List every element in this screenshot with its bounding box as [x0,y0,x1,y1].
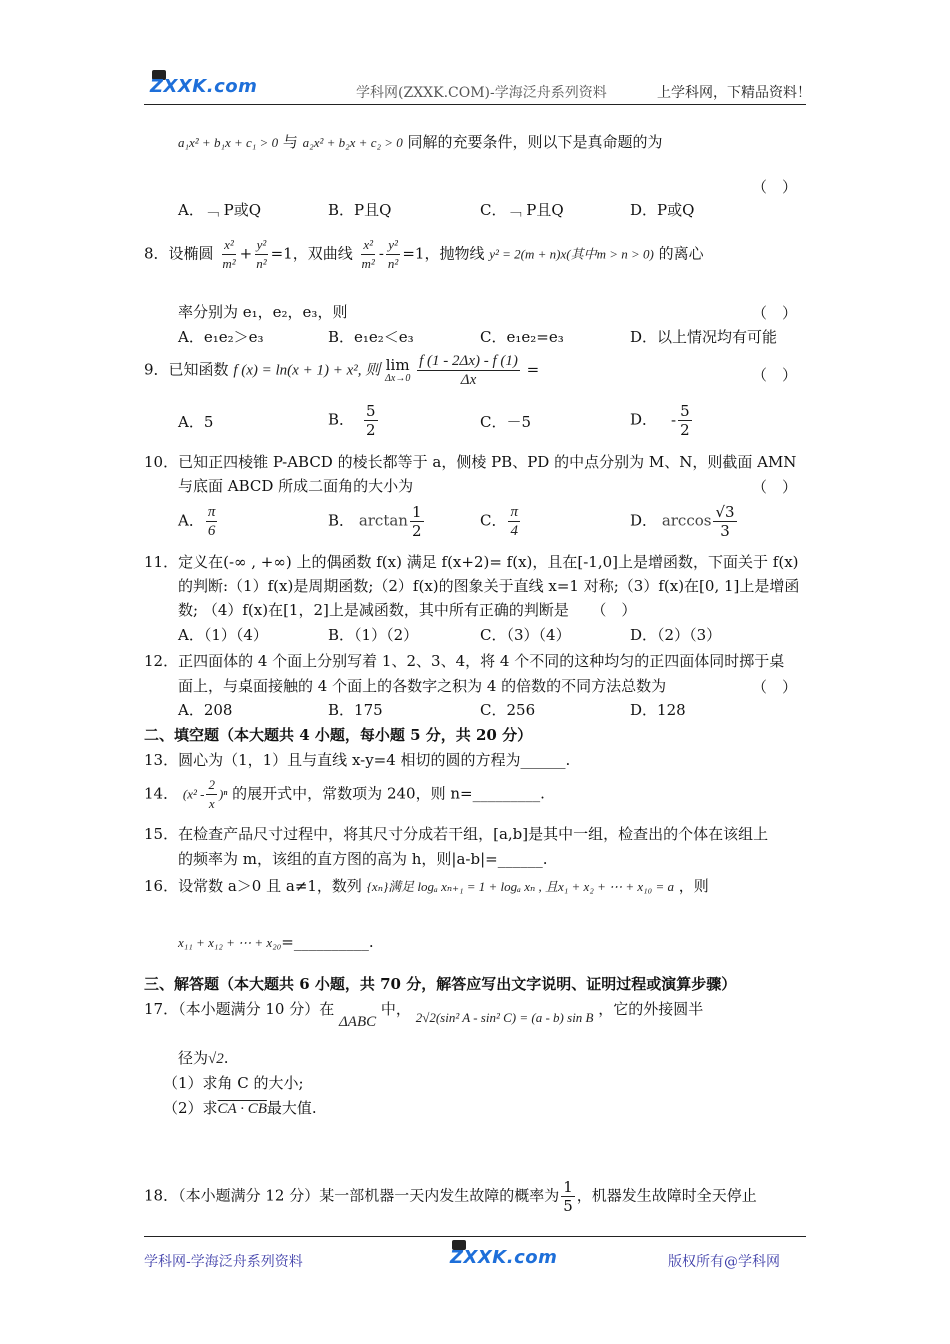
q9-option-a: A．5 [178,413,214,431]
q13-text: 13．圆心为（1，1）且与直线 x-y=4 相切的圆的方程为______. [144,751,571,769]
footer-right: 版权所有@学科网 [668,1254,780,1270]
q10-option-d: D． arccos $\frac{√3}{3}$ [630,503,735,540]
q8-line1: 8．设椭圆 $\frac{\text{x²}}{\text{m²}}$ + $\frac{\text{y²}}{\text{n²}}$ =1，双曲线 $\frac{\text{x²}}{\text{m²}}$ - $\frac{\text{y²}}{\text{n²}}$ =1，抛物线 y² = 2(m + n)x(其中m > n > 0) 的离心 [144,237,704,271]
q15-line1: 15．在检查产品尺寸过程中，将其尺寸分成若干组，[a,b]是其中一组，检查出的个体在该组上 [144,825,769,843]
q7-line1: a₁x² + b₁x + c₁ > 0 与 a₂x² + b₂x + c₂ > 0 同解的充要条件，则以下是真命题的为 [178,133,663,151]
q10-option-b: B． arctan $\frac{1}{2}$ [328,503,422,540]
q9-option-c: C．－5 [480,413,532,431]
q8-line2: 率分别为 e₁，e₂，e₃，则 [178,303,348,321]
q12-option-b: B．175 [328,701,383,719]
q18-line1: 18．（本小题满分 12 分）某一部机器一天内发生故障的概率为 $\frac{1}{5}$ ，机器发生故障时全天停止 [144,1178,757,1215]
q15-line2: 的频率为 m，该组的直方图的高为 h，则|a-b|=______. [178,850,548,868]
q12-option-c: C．256 [480,701,536,719]
q16-line2: x₁₁ + x₁₂ + ⋯ + x₂₀=__________. [178,933,374,951]
q9-line1: 9．已知函数 f (x) = ln(x + 1) + x², 则 lim Δx→0 $\frac{f (1 - 2\Delta x) - f (1)}{\Delta x}$ = [144,353,540,388]
footer-logo: ZXXK.com [450,1247,558,1268]
q17-line2: 径为√2. [178,1049,229,1067]
q8-option-a: A．e₁e₂＞e₃ [178,328,264,346]
q11-line1: 11．定义在(-∞ , +∞) 上的偶函数 f(x) 满足 f(x+2)= f(x)，且在[-1,0]上是增函数，下面关于 f(x) [144,553,799,571]
q17-line1: 17．（本小题满分 10 分）在 ΔABC 中， 2√2(sin² A - sin² C) = (a - b) sin B ，它的外接圆半 [144,1000,704,1030]
header-center-title: 学科网(ZXXK.COM)-学海泛舟系列资料 [356,85,607,101]
section-solve-heading: 三、解答题（本大题共 6 小题，共 70 分，解答应写出文字说明、证明过程或演算步骤） [144,975,737,993]
q11-line3: 数; （4）f(x)在[1，2]上是减函数，其中所有正确的判断是 （ ） [178,601,637,619]
q9-option-b: B． $\frac{5}{2}$ [328,402,376,439]
q14-text: 14． (x² - $\frac{2}{x}$ )ⁿ 的展开式中，常数项为 240，则 n=_________. [144,777,545,811]
q7-answer-paren: （ ） [752,178,798,196]
q11-option-c: C．（3）（4） [480,626,571,644]
q12-answer-paren: （ ） [752,678,798,696]
q10-line2: 与底面 ABCD 所成二面角的大小为 [178,477,414,495]
q8-hyper-term2: $\frac{\text{y²}}{\text{n²}}$ [387,237,399,271]
q10-answer-paren: （ ） [752,478,798,496]
q17-part2: （2）求CA · CB最大值. [163,1099,317,1117]
q12-line2: 面上，与桌面接触的 4 个面上的各数字之积为 4 的倍数的不同方法总数为 [178,677,667,695]
q7-option-d: D．P或Q [630,201,695,219]
q8-answer-paren: （ ） [752,304,798,322]
q8-ellipse-term2: $\frac{\text{y²}}{\text{n²}}$ [256,237,267,271]
header-logo: ZXXK.com [150,76,258,97]
q10-line1: 10．已知正四棱锥 P-ABCD 的棱长都等于 a，侧棱 PB、PD 的中点分别为 M、N，则截面 AMN [144,453,797,471]
q7-option-a: A．﹁ P或Q [178,201,261,219]
section-fill-in-heading: 二、填空题（本大题共 4 小题，每小题 5 分，共 20 分） [144,726,533,744]
q7-option-c: C．﹁ P且Q [480,201,564,219]
q12-option-a: A．208 [178,701,233,719]
q9-option-d: D． - $\frac{5}{2}$ [630,402,690,439]
q10-option-a: A． $\frac{\pi}{6}$ [178,504,216,539]
q11-line2: 的判断:（1）f(x)是周期函数;（2）f(x)的图象关于直线 x=1 对称;（3）f(x)在[0, 1]上是增函 [178,577,800,595]
q7-option-b: B．P且Q [328,201,392,219]
q11-option-b: B．（1）（2） [328,626,419,644]
q8-ellipse-term1: $\frac{\text{x²}}{\text{m²}}$ [222,237,236,271]
q8-option-d: D．以上情况均有可能 [630,328,778,346]
q12-line1: 12．正四面体的 4 个面上分别写着 1、2、3、4，将 4 个不同的这种均匀的正四面体同时掷于桌 [144,652,785,670]
q8-option-c: C．e₁e₂=e₃ [480,328,564,346]
footer-rule [144,1236,806,1237]
q11-option-a: A．（1）（4） [178,626,268,644]
q11-option-d: D．（2）（3） [630,626,722,644]
q12-option-d: D．128 [630,701,686,719]
q8-hyper-term1: $\frac{\text{x²}}{\text{m²}}$ [361,237,375,271]
header-slogan: 上学科网，下精品资料！ [657,85,811,101]
footer-left: 学科网-学海泛舟系列资料 [144,1254,303,1270]
q10-option-c: C． $\frac{\pi}{4}$ [480,504,518,539]
header-rule [144,104,806,105]
q9-answer-paren: （ ） [752,366,798,384]
q16-line1: 16．设常数 a＞0 且 a≠1，数列 {xₙ}满足 logₐ xₙ₊₁ = 1 + logₐ xₙ , 且x₁ + x₂ + ⋯ + x₁₀ = a ，则 [144,877,709,895]
q8-option-b: B．e₁e₂＜e₃ [328,328,414,346]
q17-part1: （1）求角 C 的大小; [163,1074,304,1092]
